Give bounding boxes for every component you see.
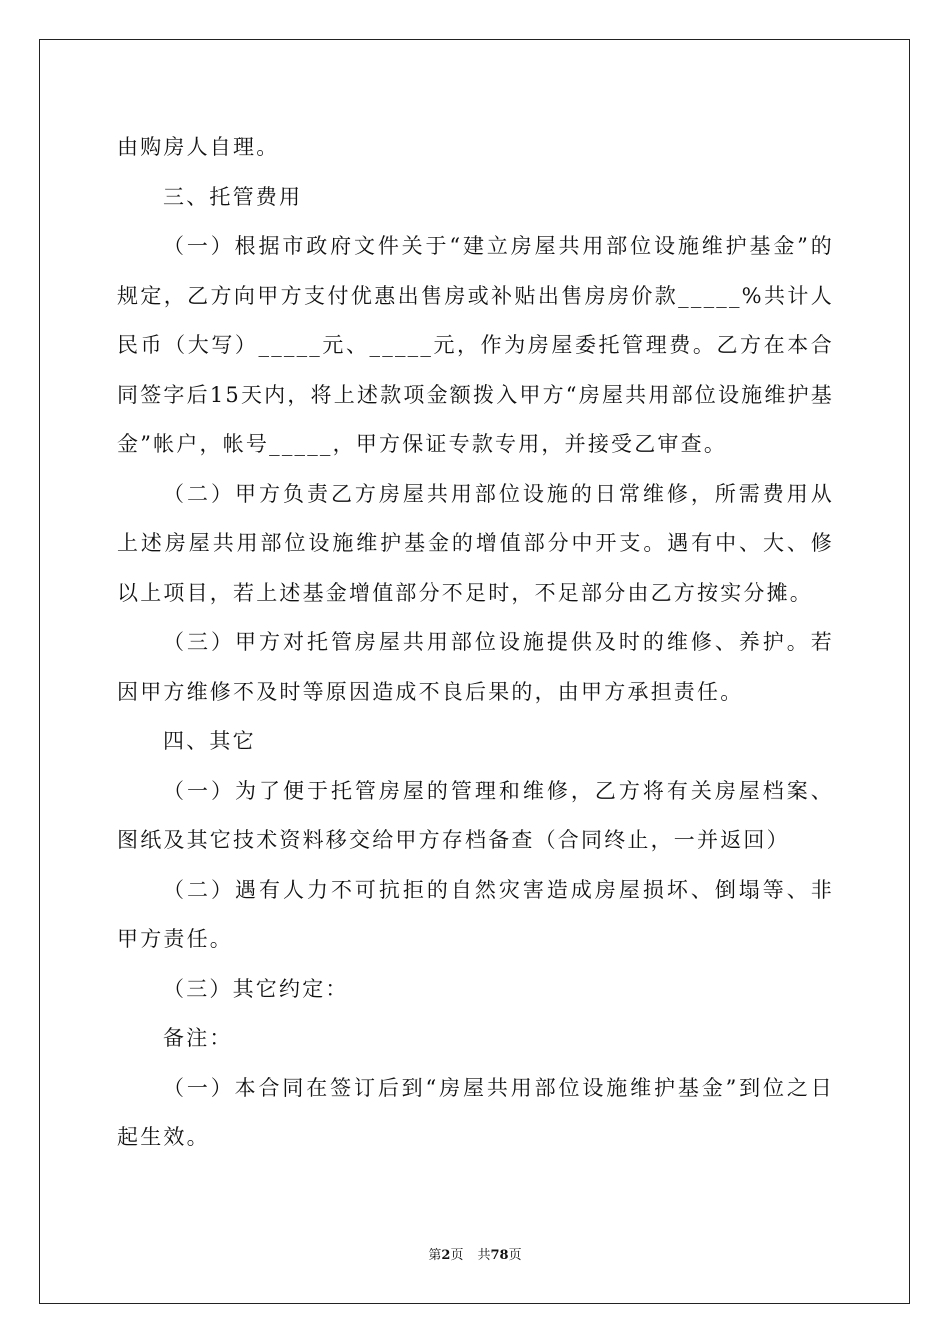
paragraph-other-clause-1: （一）为了便于托管房屋的管理和维修，乙方将有关房屋档案、图纸及其它技术资料移交给甲方存档备查（合同终止，一并返回） (117, 778, 834, 852)
paragraph-fees-clause-3: （三）甲方对托管房屋共用部位设施提供及时的维修、养护。若因甲方维修不及时等原因造成不良后果的，由甲方承担责任。 (117, 630, 834, 704)
footer-total-pages: 78 (490, 1248, 509, 1263)
document-body (117, 123, 834, 1163)
paragraph-continuation: 由购房人自理。 (117, 135, 280, 159)
section-heading-fees: 三、托管费用 (163, 184, 303, 209)
section-heading-other: 四、其它 (163, 729, 256, 753)
footer-total-prefix: 共 (477, 1248, 491, 1263)
paragraph-other-clause-3: （三）其它约定： (163, 976, 349, 1001)
paragraph-fees-clause-1: （一）根据市政府文件关于“建立房屋共用部位设施维护基金”的规定，乙方向甲方支付优惠出售房或补贴出售房房价款_____%共计人民币（大写）_____元、_____元，作为房屋委托管理费。乙方在本合同签字后15天内，将上述款项金额拨入甲方“房屋共用部位设施维护基金”帐户，帐号_____，甲方保证专款专用，并接受乙审查。 (117, 234, 834, 456)
footer-page-prefix: 第 (428, 1248, 442, 1263)
footer-page-number: 2 (441, 1248, 451, 1263)
paragraph-fees-clause-2: （二）甲方负责乙方房屋共用部位设施的日常维修，所需费用从上述房屋共用部位设施维护基金的增值部分中开支。遇有中、大、修以上项目，若上述基金增值部分不足时，不足部分由乙方按实分摊。 (117, 481, 834, 605)
paragraph-other-clause-2: （二）遇有人力不可抗拒的自然灾害造成房屋损坏、倒塌等、非甲方责任。 (117, 877, 834, 951)
footer-total-suffix: 页 (508, 1248, 522, 1263)
section-heading-notes: 备注： (163, 1026, 233, 1050)
paragraph-notes-clause-1: （一）本合同在签订后到“房屋共用部位设施维护基金”到位之日起生效。 (117, 1075, 834, 1149)
page-footer (0, 1247, 950, 1265)
footer-page-suffix: 页 (450, 1248, 464, 1263)
